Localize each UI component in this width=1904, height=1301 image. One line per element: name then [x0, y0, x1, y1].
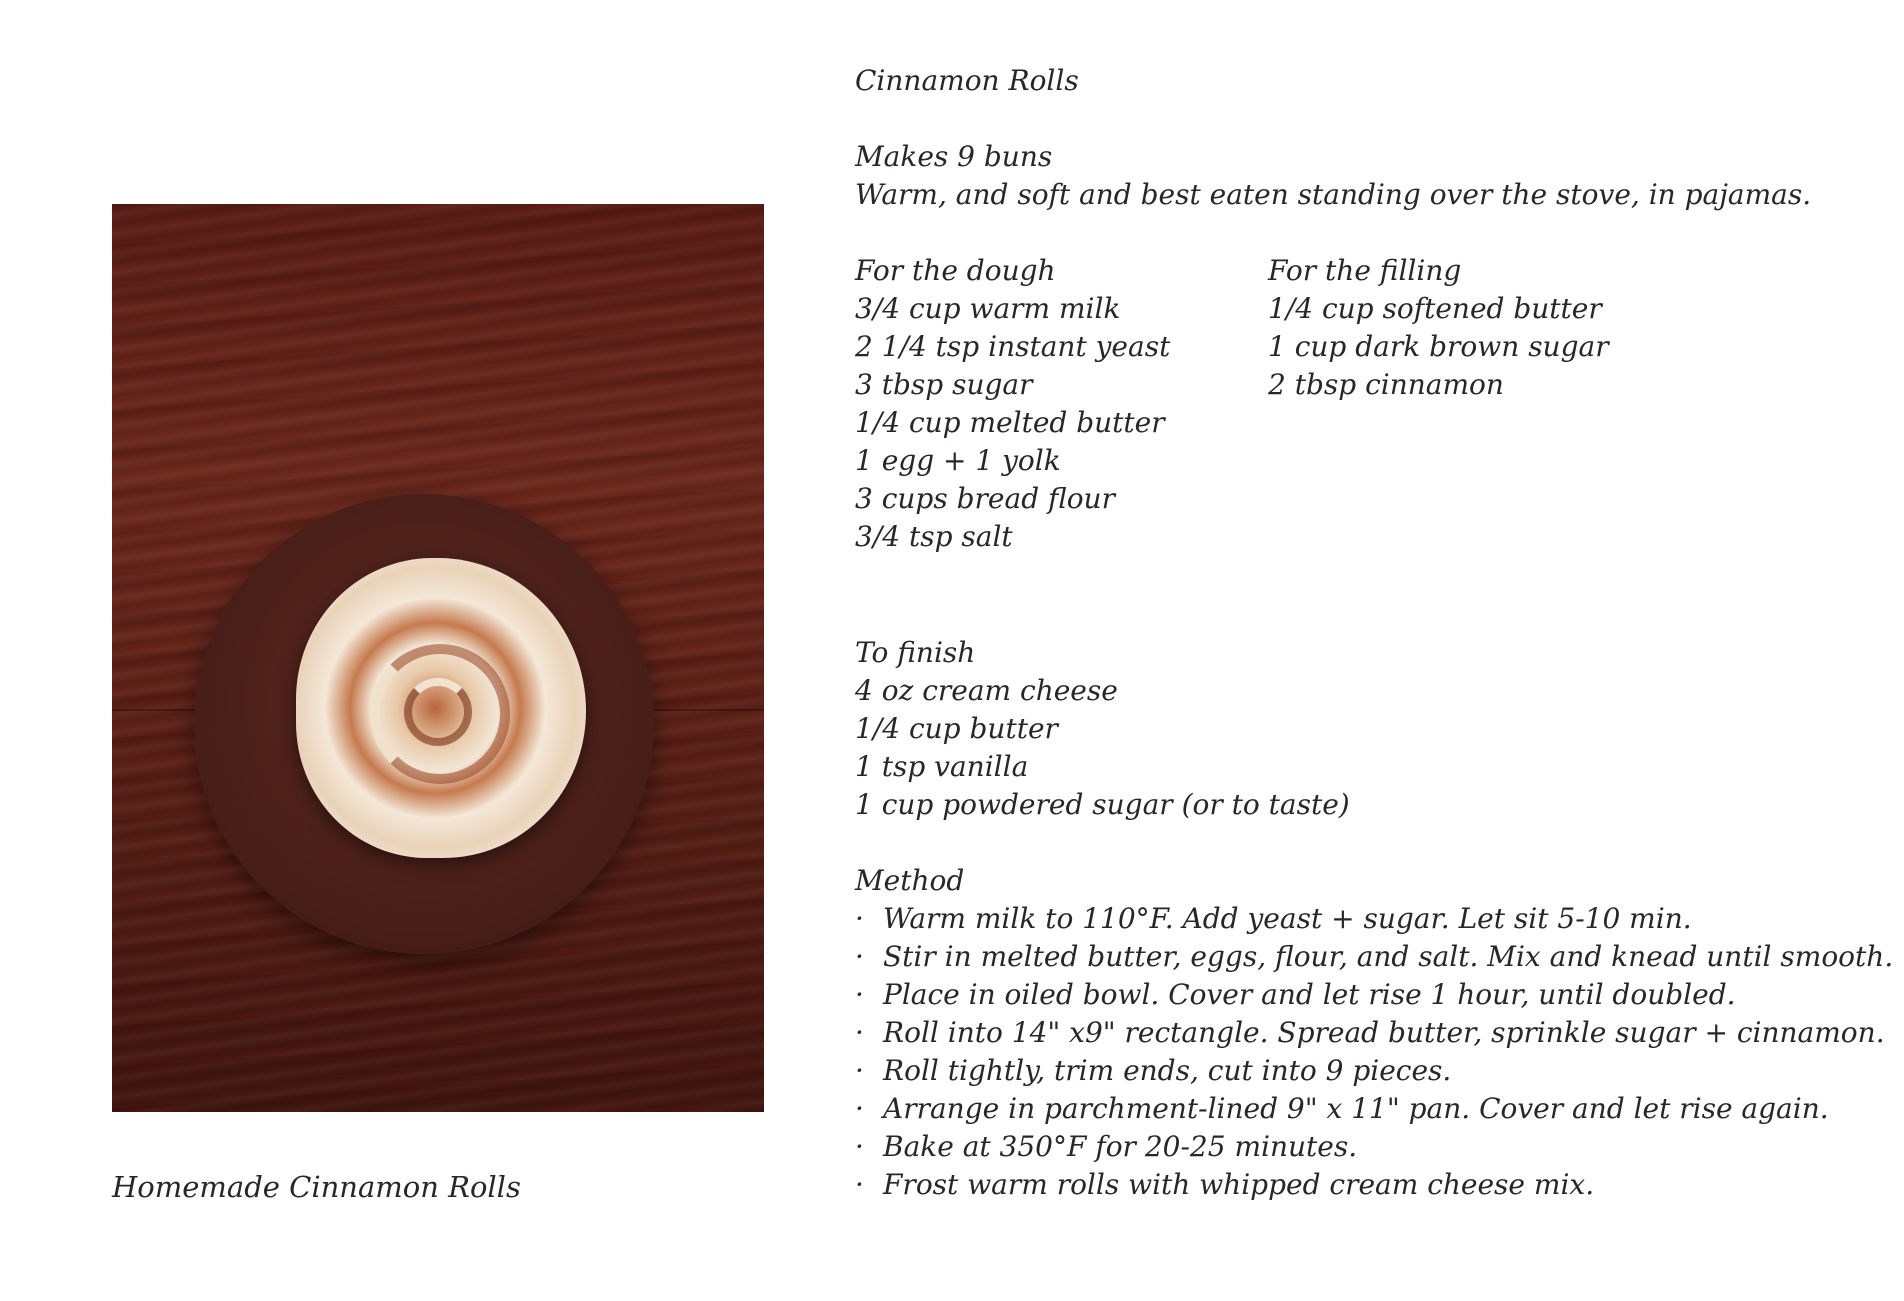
bullet: · — [855, 1130, 864, 1163]
recipe-header — [855, 62, 1811, 214]
filling-heading: For the filling — [1268, 254, 1462, 287]
method-heading: Method — [855, 864, 965, 897]
ingredient: 3 tbsp sugar — [855, 368, 1033, 401]
method-step: · Roll tightly, trim ends, cut into 9 pieces. — [855, 1052, 1893, 1090]
bullet: · — [855, 1054, 864, 1087]
bullet: · — [855, 1016, 864, 1049]
ingredient: 3/4 tsp salt — [855, 520, 1013, 553]
method-step: · Bake at 350°F for 20-25 minutes. — [855, 1128, 1893, 1166]
photo-caption: Homemade Cinnamon Rolls — [112, 1170, 521, 1204]
method-step: · Place in oiled bowl. Cover and let rise 1 hour, until doubled. — [855, 976, 1893, 1014]
ingredient: 1 egg + 1 yolk — [855, 444, 1061, 477]
method-step: · Warm milk to 110°F. Add yeast + sugar. Let sit 5-10 min. — [855, 900, 1893, 938]
bullet: · — [855, 978, 864, 1011]
finish-heading: To finish — [855, 636, 976, 669]
ingredient: 4 oz cream cheese — [855, 674, 1118, 707]
cinnamon-roll-photo — [112, 204, 764, 1112]
ingredient: 2 tbsp cinnamon — [1268, 368, 1504, 401]
method-step: · Frost warm rolls with whipped cream cheese mix. — [855, 1166, 1893, 1204]
dough-ingredients — [855, 252, 1170, 556]
filling-ingredients — [1268, 252, 1609, 404]
dough-heading: For the dough — [855, 254, 1056, 287]
ingredient: 1 cup powdered sugar (or to taste) — [855, 788, 1350, 821]
ingredient: 3/4 cup warm milk — [855, 292, 1121, 325]
method-step: · Arrange in parchment-lined 9" x 11" pan. Cover and let rise again. — [855, 1090, 1893, 1128]
method-section — [855, 862, 1893, 1204]
ingredient: 1 cup dark brown sugar — [1268, 330, 1609, 363]
bullet: · — [855, 902, 864, 935]
recipe-yield: Makes 9 buns — [855, 140, 1053, 173]
ingredient: 1/4 cup softened butter — [1268, 292, 1602, 325]
bun-swirl-center — [404, 678, 472, 746]
ingredient: 1 tsp vanilla — [855, 750, 1029, 783]
ingredient: 3 cups bread flour — [855, 482, 1115, 515]
method-steps — [855, 900, 1893, 1204]
bullet: · — [855, 1168, 864, 1201]
method-step: · Stir in melted butter, eggs, flour, and salt. Mix and knead until smooth. — [855, 938, 1893, 976]
ingredient: 2 1/4 tsp instant yeast — [855, 330, 1171, 363]
recipe-tagline: Warm, and soft and best eaten standing over the stove, in pajamas. — [855, 178, 1812, 211]
method-step: · Roll into 14" x9" rectangle. Spread butter, sprinkle sugar + cinnamon. — [855, 1014, 1893, 1052]
finish-ingredients — [855, 634, 1350, 824]
ingredient: 1/4 cup butter — [855, 712, 1058, 745]
ingredient: 1/4 cup melted butter — [855, 406, 1165, 439]
recipe-title: Cinnamon Rolls — [855, 64, 1079, 97]
bullet: · — [855, 1092, 864, 1125]
bullet: · — [855, 940, 864, 973]
